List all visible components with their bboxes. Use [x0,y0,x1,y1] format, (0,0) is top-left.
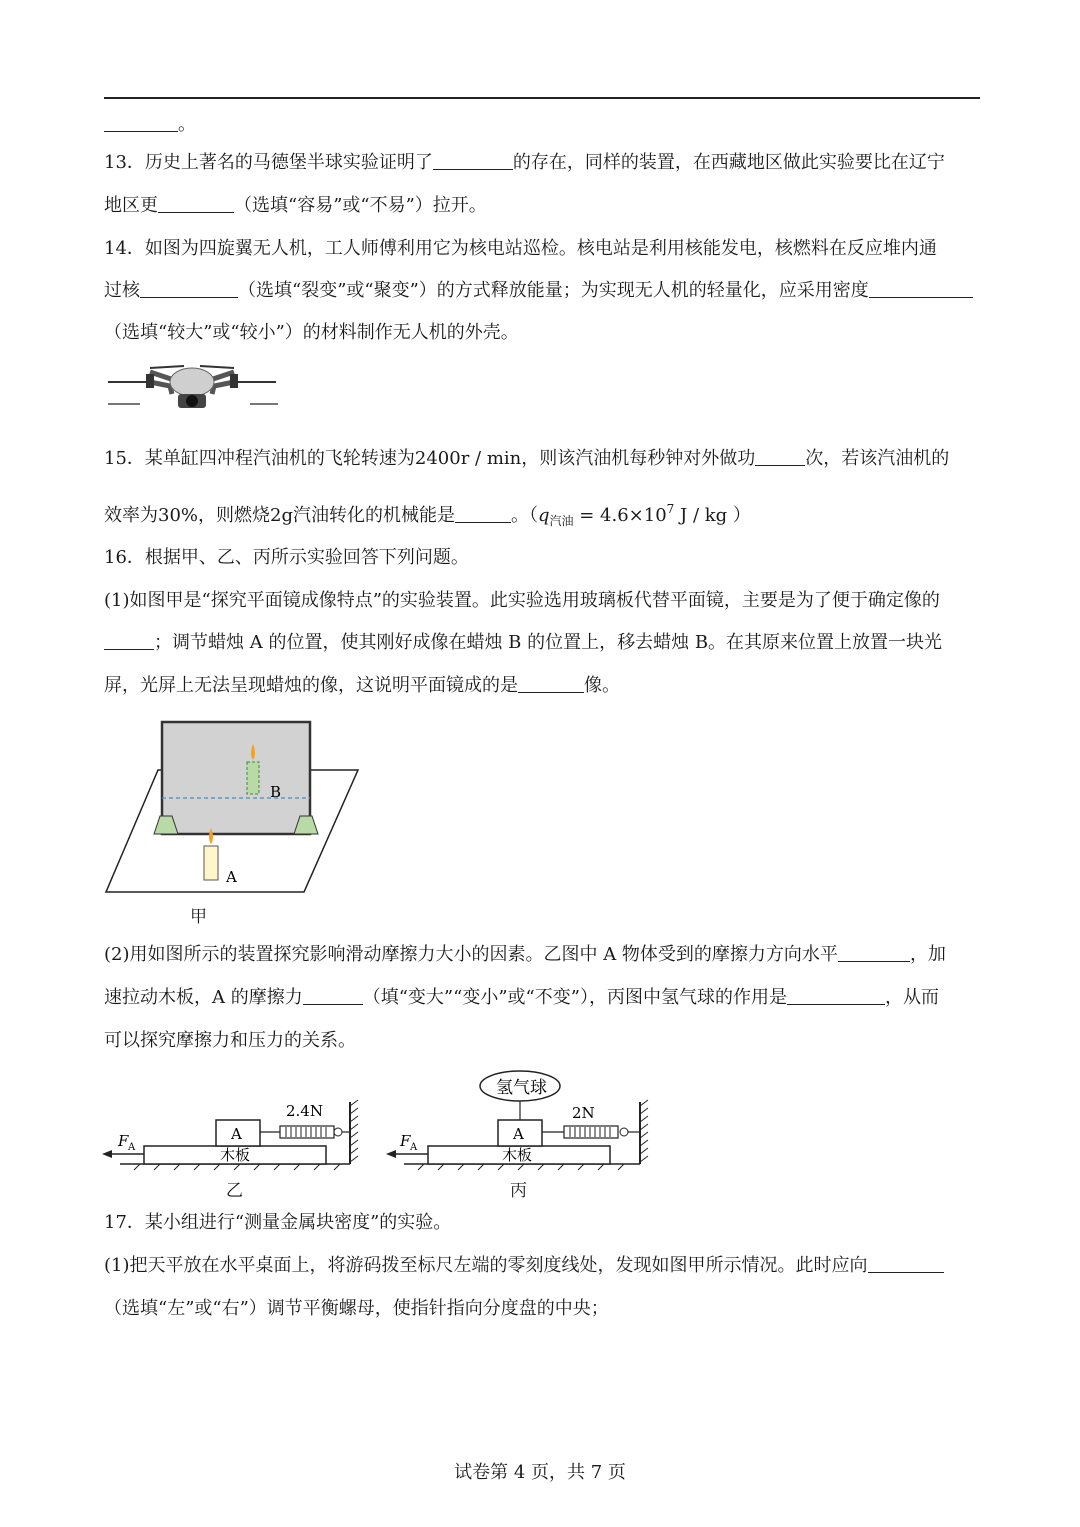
figure-yi-friction-setup [100,1094,370,1174]
answer-blank[interactable] [787,986,885,1005]
answer-blank[interactable] [755,447,805,466]
drone-figure [100,360,284,420]
answer-blank[interactable] [104,113,178,132]
answer-blank[interactable] [140,279,238,298]
force-label: F [400,1132,411,1150]
spring-reading: 2N [572,1104,595,1122]
answer-blank[interactable] [838,943,910,962]
answer-blank[interactable] [518,674,584,693]
answer-blank[interactable] [158,194,234,213]
board-label: 木板 [220,1146,251,1164]
figure-bing-friction-setup [380,1068,652,1174]
caption-yi: 乙 [226,1181,243,1201]
block-a-label: A [513,1125,524,1143]
answer-blank[interactable] [455,504,511,523]
svg-text:A: A [128,1142,136,1153]
answer-blank[interactable] [433,151,513,170]
board-label: 木板 [502,1146,533,1164]
label-b: B [270,783,282,801]
answer-blank[interactable] [869,279,973,298]
figure-jia-mirror-setup [104,718,366,922]
answer-blank[interactable] [868,1254,944,1273]
svg-text:A: A [410,1142,418,1153]
block-a-label: A [231,1125,242,1143]
caption-bing: 丙 [510,1181,527,1201]
label-a: A [226,868,237,886]
caption-jia: 甲 [190,907,207,927]
force-label: F [118,1132,129,1150]
spring-reading: 2.4N [286,1102,323,1120]
page-footer: 试卷第 4 页，共 7 页 [454,1462,626,1483]
answer-blank[interactable] [303,986,363,1005]
header-rule [104,97,980,99]
answer-blank[interactable] [104,631,154,650]
prev-question-tail: 。 [104,104,980,146]
hydrogen-balloon-label: 氢气球 [496,1078,547,1098]
